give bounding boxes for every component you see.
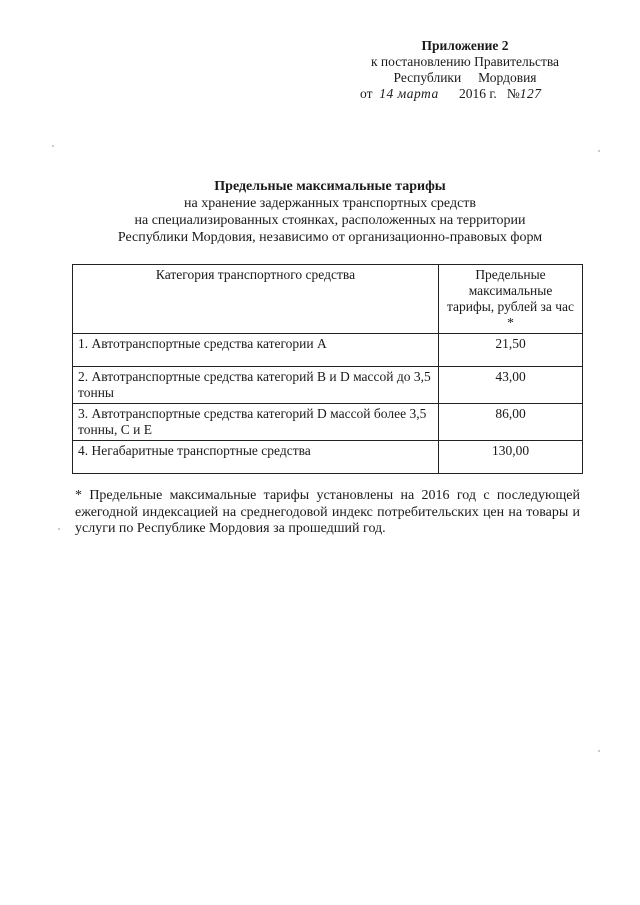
heading-title: Предельные максимальные тарифы — [214, 179, 446, 194]
heading-line-3: Республики Мордовия, независимо от организационно-правовых форм — [117, 230, 543, 245]
tariffs-table — [72, 264, 583, 474]
header-tariff: Предельные максимальные тарифы, рублей за час * — [439, 265, 583, 334]
scan-speck — [598, 750, 600, 752]
date-prefix: от — [360, 86, 380, 101]
appendix-date-line — [360, 86, 570, 102]
row-tariff: 130,00 — [439, 441, 583, 474]
scan-speck — [58, 528, 60, 530]
row-category: 3. Автотранспортные средства категорий D массой более 3,5 тонны, С и Е — [73, 404, 439, 441]
number-handwritten: 127 — [519, 86, 542, 101]
appendix-block — [360, 38, 570, 102]
appendix-title: Приложение 2 — [421, 38, 509, 53]
row-tariff: 21,50 — [439, 334, 583, 367]
scan-speck — [52, 145, 54, 147]
appendix-line-2: Республики Мордовия — [393, 70, 537, 85]
row-tariff: 86,00 — [439, 404, 583, 441]
date-handwritten: 14 марта — [379, 86, 439, 101]
header-category: Категория транспортного средства — [73, 265, 439, 334]
table-header-row — [73, 265, 583, 334]
scan-speck — [598, 150, 600, 152]
row-tariff: 43,00 — [439, 367, 583, 404]
row-category: 4. Негабаритные транспортные средства — [73, 441, 439, 474]
appendix-line-1: к постановлению Правительства — [370, 54, 560, 69]
number-prefix: № — [496, 86, 520, 101]
table-row — [73, 367, 583, 404]
footnote: * Предельные максимальные тарифы установлены на 2016 год с последующей ежегодной индексацией на среднегодовой индекс потребительских цен на товары и услуги по Республике Мордовия за прошедший год. — [75, 488, 580, 536]
table-row — [73, 334, 583, 367]
table-row — [73, 441, 583, 474]
heading-line-1: на хранение задержанных транспортных средств — [183, 196, 477, 211]
heading-line-2: на специализированных стоянках, расположенных на территории — [134, 213, 526, 228]
row-category: 1. Автотранспортные средства категории А — [73, 334, 439, 367]
date-year: 2016 г. — [438, 86, 497, 101]
row-category: 2. Автотранспортные средства категорий В и D массой до 3,5 тонны — [73, 367, 439, 404]
table-row — [73, 404, 583, 441]
document-heading — [60, 178, 600, 246]
